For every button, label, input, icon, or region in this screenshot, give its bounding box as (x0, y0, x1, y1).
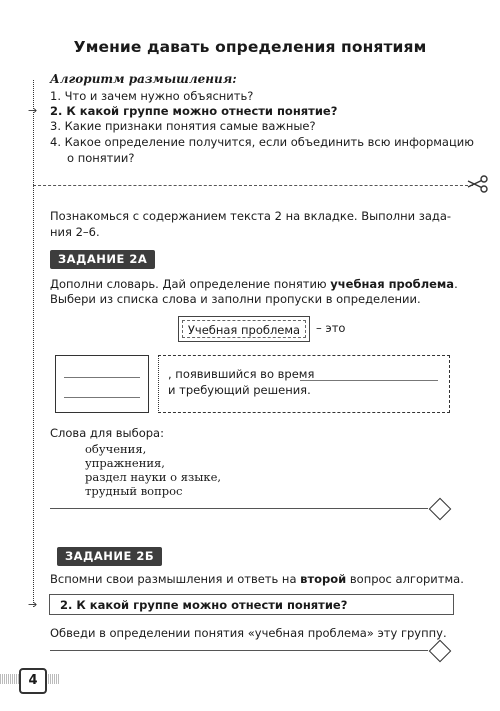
dotted-guide-line (33, 80, 34, 607)
definition-line-1: , появившийся во время (168, 367, 315, 381)
answer-line-2[interactable] (64, 397, 140, 398)
task-2a-line-1-suffix: . (454, 277, 458, 291)
section-divider-2 (50, 650, 428, 651)
diamond-icon (429, 498, 452, 521)
algorithm-item-1: 1. Что и зачем нужно объяснить? (50, 89, 254, 103)
question-box: 2. К какой группе можно отнести понятие? (49, 594, 454, 615)
page-number: 4 (19, 668, 47, 694)
task-2b-line (50, 571, 464, 587)
task-2b-bold-word: второй (300, 572, 347, 586)
arrow-right-icon: → (28, 104, 38, 117)
task-2a-line-2: Выбери из списка слова и заполни пропуски в определении. (50, 292, 421, 306)
intro-line-2: ния 2–6. (50, 225, 100, 239)
intro-line-1: Познакомься с содержанием текста 2 на вкладке. Выполни зада- (50, 209, 452, 223)
algorithm-item-3: 3. Какие признаки понятия самые важные? (50, 119, 316, 133)
word-option-3: раздел науки о языке, (85, 470, 222, 484)
scissors-icon (466, 175, 490, 193)
task-2a-line-1 (50, 276, 458, 292)
task-2a-badge: ЗАДАНИЕ 2А (50, 250, 155, 269)
task-2a-line-1-prefix: Дополни словарь. Дай определение понятию (50, 277, 331, 291)
term-label: Учебная проблема (182, 320, 306, 338)
algorithm-heading: Алгоритм размышления: (50, 72, 237, 86)
page-title: Умение давать определения понятиям (73, 38, 427, 56)
word-option-2: упражнения, (85, 456, 165, 470)
task-2b-instruction: Обведи в определении понятия «учебная проблема» эту группу. (50, 626, 447, 640)
task-2b-line-prefix: Вспомни свои размышления и ответь на (50, 572, 301, 586)
algorithm-item-4-cont: о понятии? (67, 151, 135, 165)
term-box (178, 316, 310, 342)
word-option-4: трудный вопрос (85, 484, 183, 498)
answer-line-3[interactable] (300, 380, 438, 381)
algorithm-item-4: 4. Какое определение получится, если объединить всю информацию (50, 135, 474, 149)
words-label: Слова для выбора: (50, 426, 164, 440)
dash-is-text: – это (316, 321, 346, 335)
cut-line (33, 185, 473, 186)
algorithm-item-2: 2. К какой группе можно отнести понятие? (50, 104, 338, 118)
section-divider-1 (50, 508, 428, 509)
task-2b-line-suffix: вопрос алгоритма. (346, 572, 464, 586)
answer-box-left[interactable] (55, 355, 149, 413)
word-option-1: обучения, (85, 442, 147, 456)
diamond-icon-2 (429, 640, 452, 663)
task-2a-term-bold: учебная проблема (330, 277, 455, 291)
task-2b-badge: ЗАДАНИЕ 2Б (57, 547, 162, 566)
arrow-right-icon-2: → (28, 598, 38, 611)
definition-line-2: и требующий решения. (168, 383, 311, 397)
answer-line-1[interactable] (64, 377, 140, 378)
